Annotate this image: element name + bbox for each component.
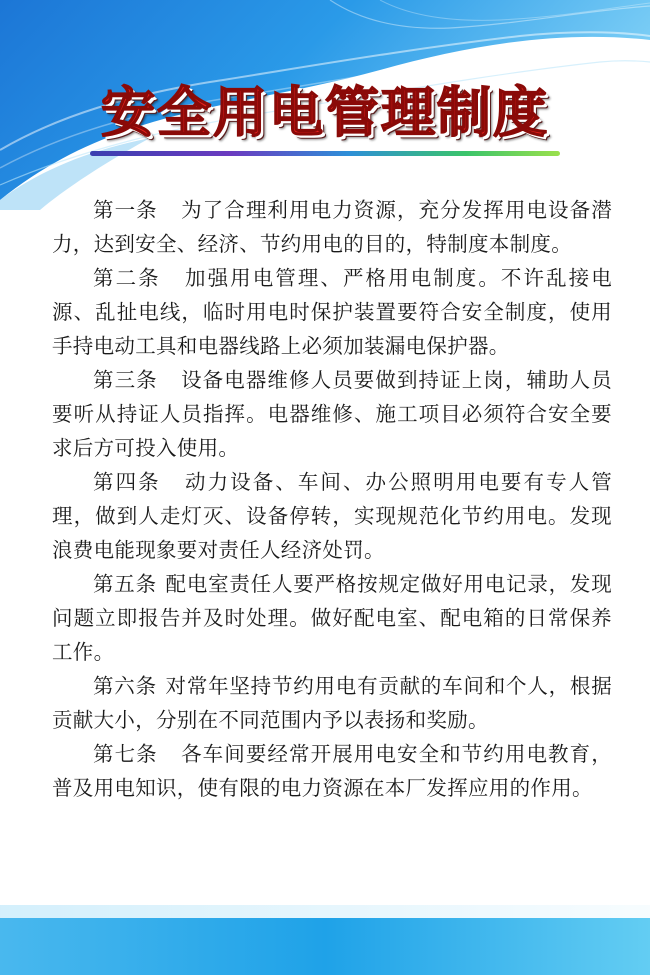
article-text: 为了合理利用电力资源，充分发挥用电设备潜力，达到安全、经济、节约用电的目的，特制度本制度。 xyxy=(52,198,613,256)
title-underline xyxy=(90,151,560,156)
article-label: 第五条 xyxy=(93,572,157,596)
article-label: 第七条 xyxy=(93,742,158,766)
article-5 xyxy=(52,567,612,669)
article-6 xyxy=(52,669,612,737)
article-label: 第六条 xyxy=(93,674,157,698)
footer-light-strip xyxy=(0,905,650,919)
article-text: 设备电器维修人员要做到持证上岗，辅助人员要听从持证人员指挥。电器维修、施工项目必须符合安全要求后方可投入使用。 xyxy=(52,368,613,460)
regulation-body xyxy=(52,193,612,805)
article-1 xyxy=(52,193,612,261)
article-text: 加强用电管理、严格用电制度。不许乱接电源、乱扯电线，临时用电时保护装置要符合安全制度，使用手持电动工具和电器线路上必须加装漏电保护器。 xyxy=(52,266,612,358)
article-label: 第一条 xyxy=(93,198,158,222)
article-text: 配电室责任人要严格按规定做好用电记录，发现问题立即报告并及时处理。做好配电室、配电箱的日常保养工作。 xyxy=(52,572,612,664)
article-4 xyxy=(52,465,612,567)
footer-blue-band xyxy=(0,918,650,975)
article-7 xyxy=(52,737,612,805)
page-title: 安全用电管理制度 xyxy=(101,81,549,144)
article-2 xyxy=(52,261,612,363)
article-text: 各车间要经常开展用电安全和节约用电教育，普及用电知识，使有限的电力资源在本厂发挥应用的作用。 xyxy=(52,742,613,800)
article-3 xyxy=(52,363,612,465)
article-text: 对常年坚持节约用电有贡献的车间和个人，根据贡献大小，分别在不同范围内予以表扬和奖励。 xyxy=(52,674,612,732)
article-label: 第四条 xyxy=(93,470,161,494)
article-text: 动力设备、车间、办公照明用电要有专人管理，做到人走灯灭、设备停转，实现规范化节约用电。发现浪费电能现象要对责任人经济处罚。 xyxy=(52,470,612,562)
article-label: 第三条 xyxy=(93,368,158,392)
article-label: 第二条 xyxy=(93,266,161,290)
